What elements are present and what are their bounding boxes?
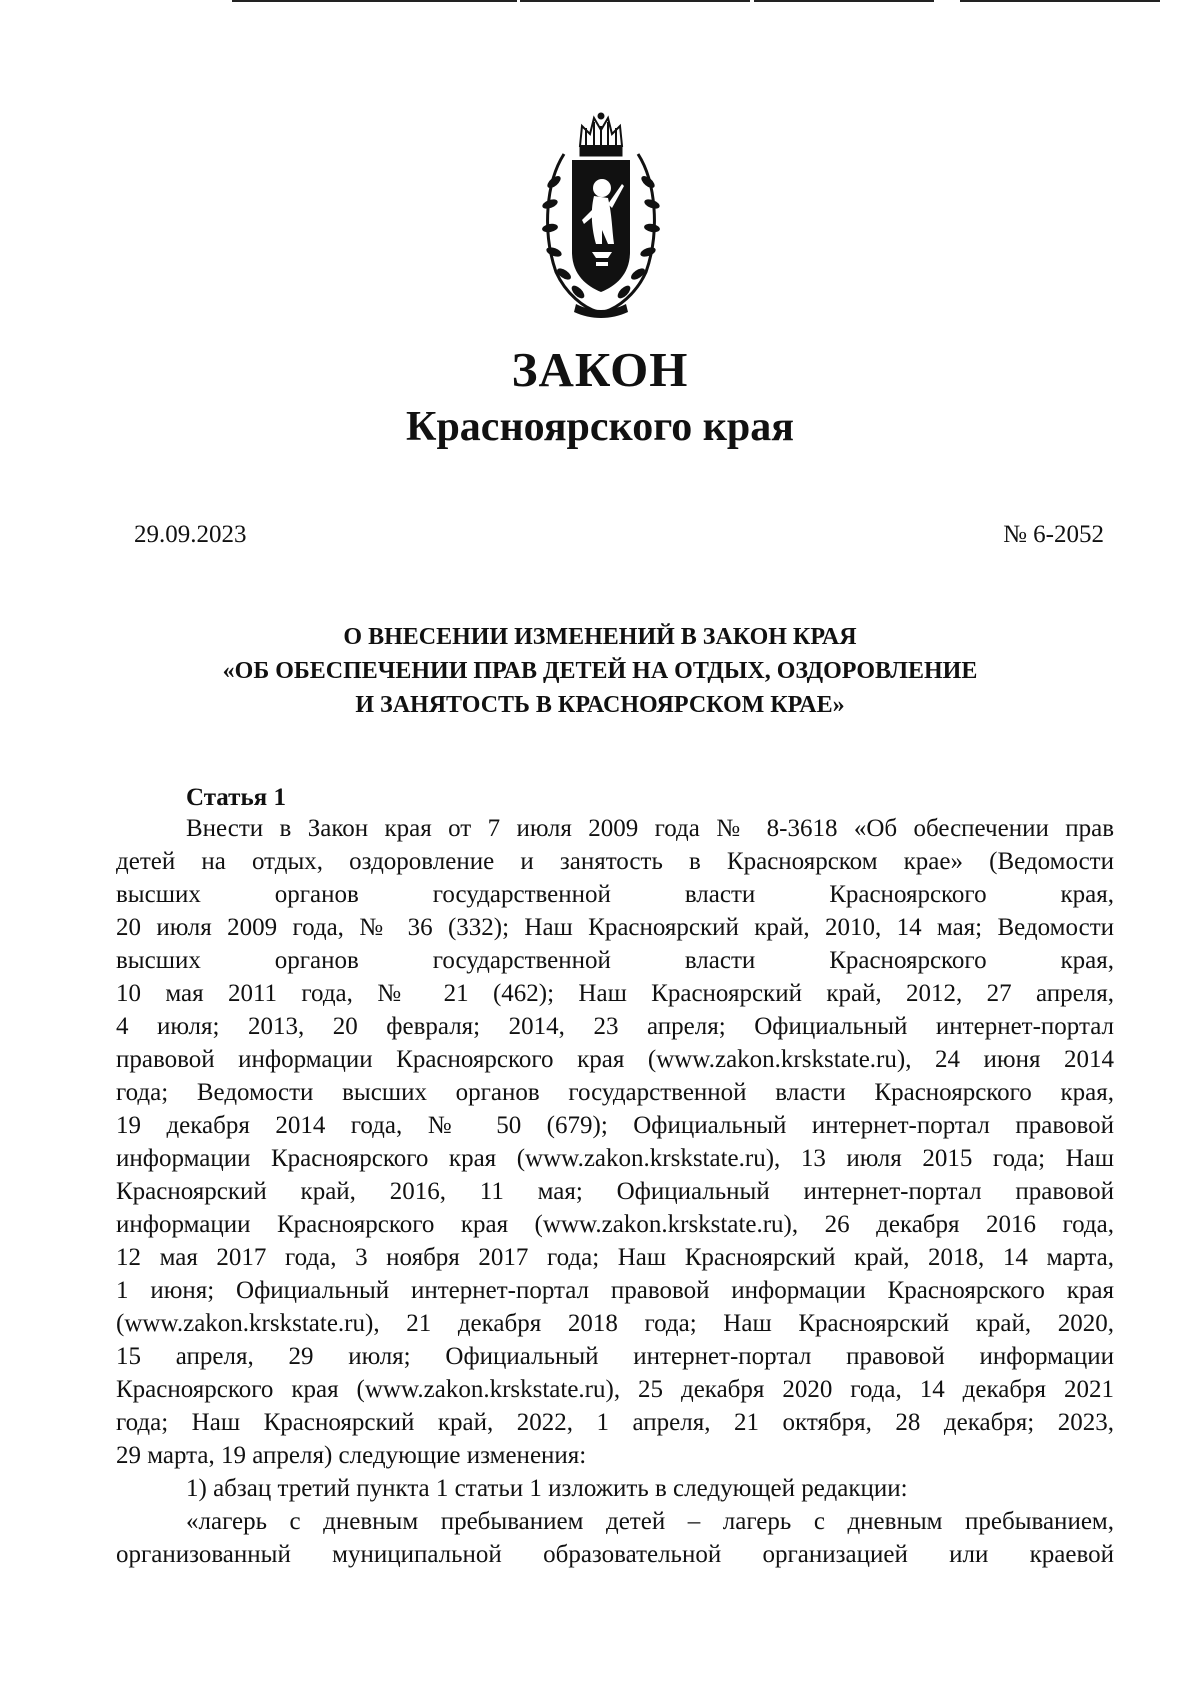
law-subtitle: Красноярского края bbox=[405, 404, 795, 450]
body-line: (www.zakon.krskstate.ru), 21 декабря 2018 года; Наш Красноярский край, 2020, bbox=[116, 1310, 1114, 1337]
body-line: Внести в Закон края от 7 июля 2009 года № 8-3618 «Об обеспечении прав bbox=[186, 815, 1114, 842]
article-body bbox=[116, 812, 1114, 1571]
body-line: информации Красноярского края (www.zakon.krskstate.ru), 26 декабря 2016 года, bbox=[116, 1211, 1114, 1238]
body-line: высших органов государственной власти Красноярского края, bbox=[116, 947, 1114, 974]
body-line: 29 марта, 19 апреля) следующие изменения: bbox=[116, 1442, 587, 1469]
body-line: года; Ведомости высших органов государственной власти Красноярского края, bbox=[116, 1079, 1114, 1106]
body-line: 20 июля 2009 года, № 36 (332); Наш Красноярский край, 2010, 14 мая; Ведомости bbox=[116, 914, 1114, 941]
body-line: 15 апреля, 29 июля; Официальный интернет-портал правовой информации bbox=[116, 1343, 1114, 1370]
body-line: 10 мая 2011 года, № 21 (462); Наш Красноярский край, 2012, 27 апреля, bbox=[116, 980, 1114, 1007]
body-line: организованный муниципальной образовательной организацией или краевой bbox=[116, 1541, 1114, 1568]
law-date: 29.09.2023 bbox=[134, 521, 247, 548]
scan-edge-marks bbox=[0, 0, 1200, 4]
heading-line: «ОБ ОБЕСПЕЧЕНИИ ПРАВ ДЕТЕЙ НА ОТДЫХ, ОЗДОРОВЛЕНИЕ bbox=[222, 658, 978, 684]
body-line: Красноярского края (www.zakon.krskstate.ru), 25 декабря 2020 года, 14 декабря 2021 bbox=[116, 1376, 1114, 1403]
body-line: высших органов государственной власти Красноярского края, bbox=[116, 881, 1114, 908]
body-line: года; Наш Красноярский край, 2022, 1 апреля, 21 октября, 28 декабря; 2023, bbox=[116, 1409, 1114, 1436]
law-heading bbox=[100, 620, 1100, 722]
body-line: 19 декабря 2014 года, № 50 (679); Официальный интернет-портал правовой bbox=[116, 1112, 1114, 1139]
body-line: 1) абзац третий пункта 1 статьи 1 изложить в следующей редакции: bbox=[186, 1475, 908, 1502]
law-number: № 6-2052 bbox=[1003, 521, 1104, 548]
body-line: 4 июля; 2013, 20 февраля; 2014, 23 апреля; Официальный интернет-портал bbox=[116, 1013, 1114, 1040]
body-line: 1 июня; Официальный интернет-портал правовой информации Красноярского края bbox=[116, 1277, 1114, 1304]
body-line: «лагерь с дневным пребыванием детей – лагерь с дневным пребыванием, bbox=[186, 1508, 1114, 1535]
law-title: ЗАКОН bbox=[511, 342, 689, 397]
body-line: Красноярский край, 2016, 11 мая; Официальный интернет-портал правовой bbox=[116, 1178, 1114, 1205]
body-line: информации Красноярского края (www.zakon.krskstate.ru), 13 июля 2015 года; Наш bbox=[116, 1145, 1114, 1172]
heading-line: О ВНЕСЕНИИ ИЗМЕНЕНИЙ В ЗАКОН КРАЯ bbox=[343, 624, 857, 650]
krasnoyarsk-coat-of-arms-icon bbox=[536, 112, 666, 322]
heading-line: И ЗАНЯТОСТЬ В КРАСНОЯРСКОМ КРАЕ» bbox=[355, 692, 845, 718]
body-line: детей на отдых, оздоровление и занятость в Красноярском крае» (Ведомости bbox=[116, 848, 1114, 875]
body-line: правовой информации Красноярского края (www.zakon.krskstate.ru), 24 июня 2014 bbox=[116, 1046, 1114, 1073]
body-line: 12 мая 2017 года, 3 ноября 2017 года; Наш Красноярский край, 2018, 14 марта, bbox=[116, 1244, 1114, 1271]
article-title: Статья 1 bbox=[186, 784, 286, 811]
